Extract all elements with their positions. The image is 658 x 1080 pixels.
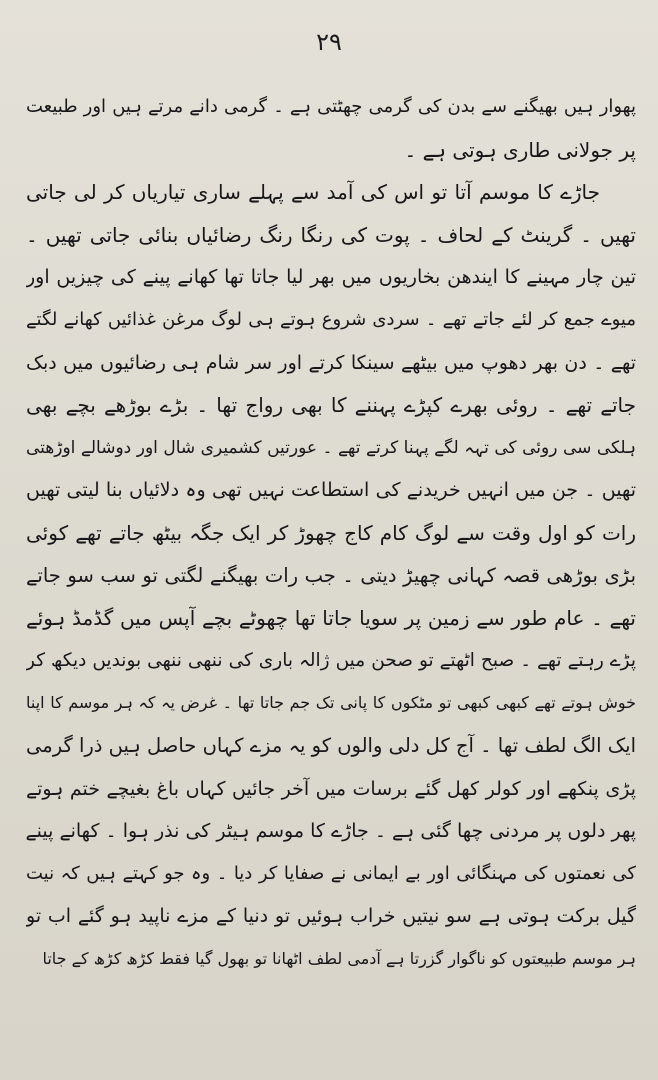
text-line: رات کو اول وقت سے لوگ کام کاج چھوڑ کر ایک جگہ بیٹھ جاتے تھے کوئی	[26, 520, 636, 545]
text-line: ہر موسم طبیعتوں کو ناگوار گزرتا ہے آدمی لطف اٹھانا تو بھول گیا فقط کڑھ کڑھ کے جاتا	[42, 948, 636, 968]
text-line: پڑے رہتے تھے ۔ صبح اٹھتے تو صحن میں ژالہ باری کی ننھی ننھی بوندیں دیکھ کر	[26, 649, 636, 671]
body-text	[26, 86, 636, 980]
text-line: ہلکی سی روئی کی تہہ لگے پہنا کرتے تھے ۔ عورتیں کشمیری شال اور دوشالے اوڑھتی	[26, 437, 636, 458]
text-line: کی نعمتوں کی مہنگائی اور بے ایمانی نے صفایا کر دیا ۔ وہ جو کہتے ہیں کہ نیت	[26, 862, 636, 884]
text-line: گیل برکت ہوتی ہے سو نیتیں خراب ہوئیں تو دنیا کے مزے ناپید ہو گئے اب تو	[26, 905, 636, 928]
text-line: بڑی بوڑھی قصہ کہانی چھیڑ دیتی ۔ جب رات بھیگنے لگتی تو سب سو جاتے	[26, 563, 636, 587]
text-line: پھر دلوں پر مردنی چھا گئی ہے ۔ جاڑے کا موسم ہیٹر کی نذر ہوا ۔ کھانے پینے	[26, 820, 636, 843]
text-line: تھیں ۔ جن میں انہیں خریدنے کی استطاعت نہیں تھی وہ دلائیاں بنا لیتی تھیں	[26, 479, 636, 502]
text-line: تین چار مہینے کا ایندھن بخاریوں میں بھر لیا جاتا تھا کھانے پینے کی چیزیں اور	[26, 266, 636, 289]
text-line: تھے ۔ دن بھر دھوپ میں بیٹھے سینکا کرتے اور سر شام ہی رضائیوں میں دبک	[26, 351, 636, 374]
text-line: ایک الگ لطف تھا ۔ آج کل دلی والوں کو یہ مزے کہاں حاصل ہیں ذرا گرمی	[26, 733, 636, 757]
text-line: پڑی پنکھے اور کولر کھل گئے برسات میں آخر جائیں کہاں باغ بغیچے ختم ہوتے	[26, 777, 636, 800]
text-line: پر جولانی طاری ہوتی ہے ۔	[404, 137, 636, 162]
text-line: جاتے تھے ۔ روئی بھرے کپڑے پہننے کا بھی رواج تھا ۔ بڑے بوڑھے بچے بھی	[26, 393, 636, 418]
page-number: ۲۹	[316, 28, 342, 56]
text-line: پھوار ہیں بھیگنے سے بدن کی گرمی چھٹتی ہے ۔ گرمی دانے مرتے ہیں اور طبیعت	[26, 96, 636, 117]
text-line: میوے جمع کر لئے جاتے تھے ۔ سردی شروع ہوتے ہی لوگ مرغن غذائیں کھانے لگتے	[26, 308, 636, 330]
text-line: خوش ہوتے تھے کبھی کبھی تو مٹکوں کا پانی تک جم جاتا تھا ۔ غرض یہ کہ ہر موسم کا اپنا	[26, 693, 636, 713]
text-line: جاڑے کا موسم آتا تو اس کی آمد سے پہلے ساری تیاریاں کر لی جاتی	[26, 180, 600, 205]
text-line: تھے ۔ عام طور سے زمین پر سویا جاتا تھا چھوٹے بچے آپس میں گڈمڈ ہوئے	[26, 606, 636, 631]
text-line: تھیں ۔ گرینٹ کے لحاف ۔ پوت کی رنگا رنگ رضائیاں بنائی جاتی تھیں ۔	[26, 222, 636, 247]
